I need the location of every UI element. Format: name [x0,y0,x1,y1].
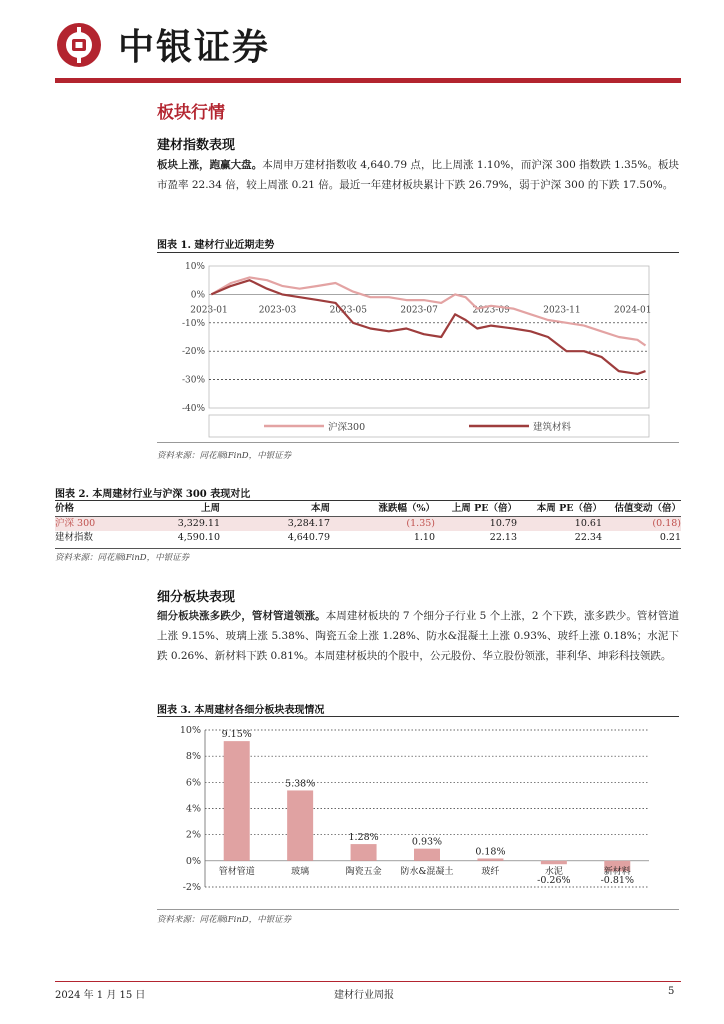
header-rule [55,78,681,83]
figure1-rule [157,252,679,253]
y-tick-label: 0% [190,290,205,301]
y-tick-label: -20% [181,347,205,358]
x-tick-label: 2024-01 [614,305,652,316]
table-header-cell: 本周 PE（倍） [517,502,602,517]
line-chart [157,256,679,440]
figure1-title: 图表 1. 建材行业近期走势 [157,240,275,251]
data-label: 0.18% [475,846,506,858]
table-header-cell: 估值变动（倍） [602,502,681,517]
table2-bottom-rule [55,548,681,549]
table-header-cell: 涨跌幅（%） [330,502,435,517]
y-tick-label: 10% [179,725,201,736]
figure3-source: 资料来源：同花顺iFinD，中银证券 [157,915,292,925]
category-label: 水泥 [544,866,563,877]
table-cell: 10.79 [435,517,517,532]
bar [414,849,440,861]
comparison-table [55,502,681,545]
figure1-bottom-rule [157,442,679,443]
paragraph-segments [157,606,679,666]
table-cell: 1.10 [413,532,435,543]
paragraph-index-lead: 板块上涨，跑赢大盘。 [157,159,263,171]
legend-label: 建筑材料 [533,422,572,433]
bar [351,844,377,861]
figure1-source: 资料来源：同花顺iFinD，中银证券 [157,451,292,461]
data-label: -0.81% [600,874,634,886]
table-cell: 22.13 [489,532,517,543]
paragraph-segments-body: 本周建材板块的 7 个细分子行业 5 个上涨，2 个下跌，涨多跌少。管材管道上涨 9.15%、玻璃上涨 5.38%、陶瓷五金上涨 1.28%、防水&混凝土上涨 0.93%、玻纤上涨 0.18%；水泥下跌 0.26%、新材料下跌 0.81%。本周建材板块的个股中，公元股份、华立股份领涨，菲利华、坤彩科技领跌。 [157,610,680,662]
table-cell: 4,640.79 [287,532,330,543]
table-cell: 3,329.11 [125,517,220,532]
table-cell: 4,590.10 [177,532,220,543]
table-cell: 0.21 [659,532,681,543]
plot-frame [209,266,652,408]
table-cell: (0.18) [602,517,681,532]
paragraph-segments-lead: 细分板块涨多跌少，管材管道领涨。 [157,610,326,622]
table2-source: 资料来源：同花顺iFinD，中银证券 [55,553,190,563]
y-tick-label: 8% [185,751,201,763]
y-tick-label: -40% [181,404,205,414]
x-tick-label: 2023-09 [472,305,510,316]
category-label: 新材料 [603,866,631,877]
table-header-cell: 价格 [55,502,125,517]
subsection-title-segments: 细分板块表现 [157,590,236,605]
footer-report-name: 建材行业周报 [334,990,394,1001]
subsection-title-index: 建材指数表现 [157,138,236,153]
data-label: 1.28% [348,832,379,844]
bank-of-china-logo-icon [57,23,101,67]
y-tick-label: -30% [181,375,205,386]
y-tick-label: 6% [185,777,201,789]
table-cell: 10.61 [517,517,602,532]
data-label: -0.26% [537,874,571,886]
y-tick-label: 4% [185,803,201,815]
bar [541,861,567,864]
brand-logo [57,23,101,67]
data-label: 5.38% [285,778,316,790]
category-label: 陶瓷五金 [345,866,382,877]
table-header-row [55,502,681,517]
table-cell: 建材指数 [55,532,94,543]
x-tick-label: 2023-03 [258,305,297,316]
brand-name: 中银证券 [118,26,271,68]
table2-rule [55,500,681,501]
table-header-cell: 上周 [125,502,220,517]
footer-rule [55,981,681,982]
section-title: 板块行情 [157,103,225,123]
table-cell: 22.34 [574,532,602,543]
y-tick-label: -10% [181,318,205,329]
category-label: 防水&混凝土 [400,866,454,877]
table-cell: (1.35) [330,517,435,532]
legend-label: 沪深300 [328,422,366,433]
table2-title: 图表 2. 本周建材行业与沪深 300 表现对比 [55,489,251,500]
figure3-title: 图表 3. 本周建材各细分板块表现情况 [157,705,325,716]
table-cell: 3,284.17 [220,517,330,532]
y-tick-label: -2% [182,882,201,893]
paragraph-index-body: 本周申万建材指数收 4,640.79 点，比上周涨 1.10%，而沪深 300 指数跌 1.35%。板块市盈率 22.34 倍，较上周涨 0.21 倍。最近一年建材板块累计下跌 26.79%，弱于沪深 300 的下跌 17.50%。 [157,159,679,191]
y-tick-label: 2% [185,829,201,841]
figure3-bottom-rule [157,909,679,910]
figure3-rule [157,716,679,717]
paragraph-index [157,155,679,195]
category-label: 管材管道 [218,866,255,877]
footer-date: 2024 年 1 月 15 日 [55,990,146,1001]
x-tick-label: 2023-05 [329,305,368,316]
page-number: 5 [668,986,675,997]
data-label: 0.93% [411,836,443,848]
table-header-cell: 本周 [220,502,330,517]
bar [477,858,503,860]
y-tick-label: 0% [185,855,201,867]
x-tick-label: 2023-07 [400,305,438,316]
data-label: 9.15% [221,729,252,741]
x-tick-label: 2023-11 [543,305,581,316]
table-row [55,517,681,532]
table-header-cell: 上周 PE（倍） [435,502,517,517]
bar [287,790,313,860]
x-tick-label: 2023-01 [190,305,228,316]
table-row [55,531,681,545]
bar [224,741,250,861]
category-label: 玻纤 [481,866,500,877]
bar-chart [157,720,679,908]
y-tick-label: 10% [184,262,205,272]
table-cell: 沪深 300 [55,517,125,532]
category-label: 玻璃 [291,866,310,877]
